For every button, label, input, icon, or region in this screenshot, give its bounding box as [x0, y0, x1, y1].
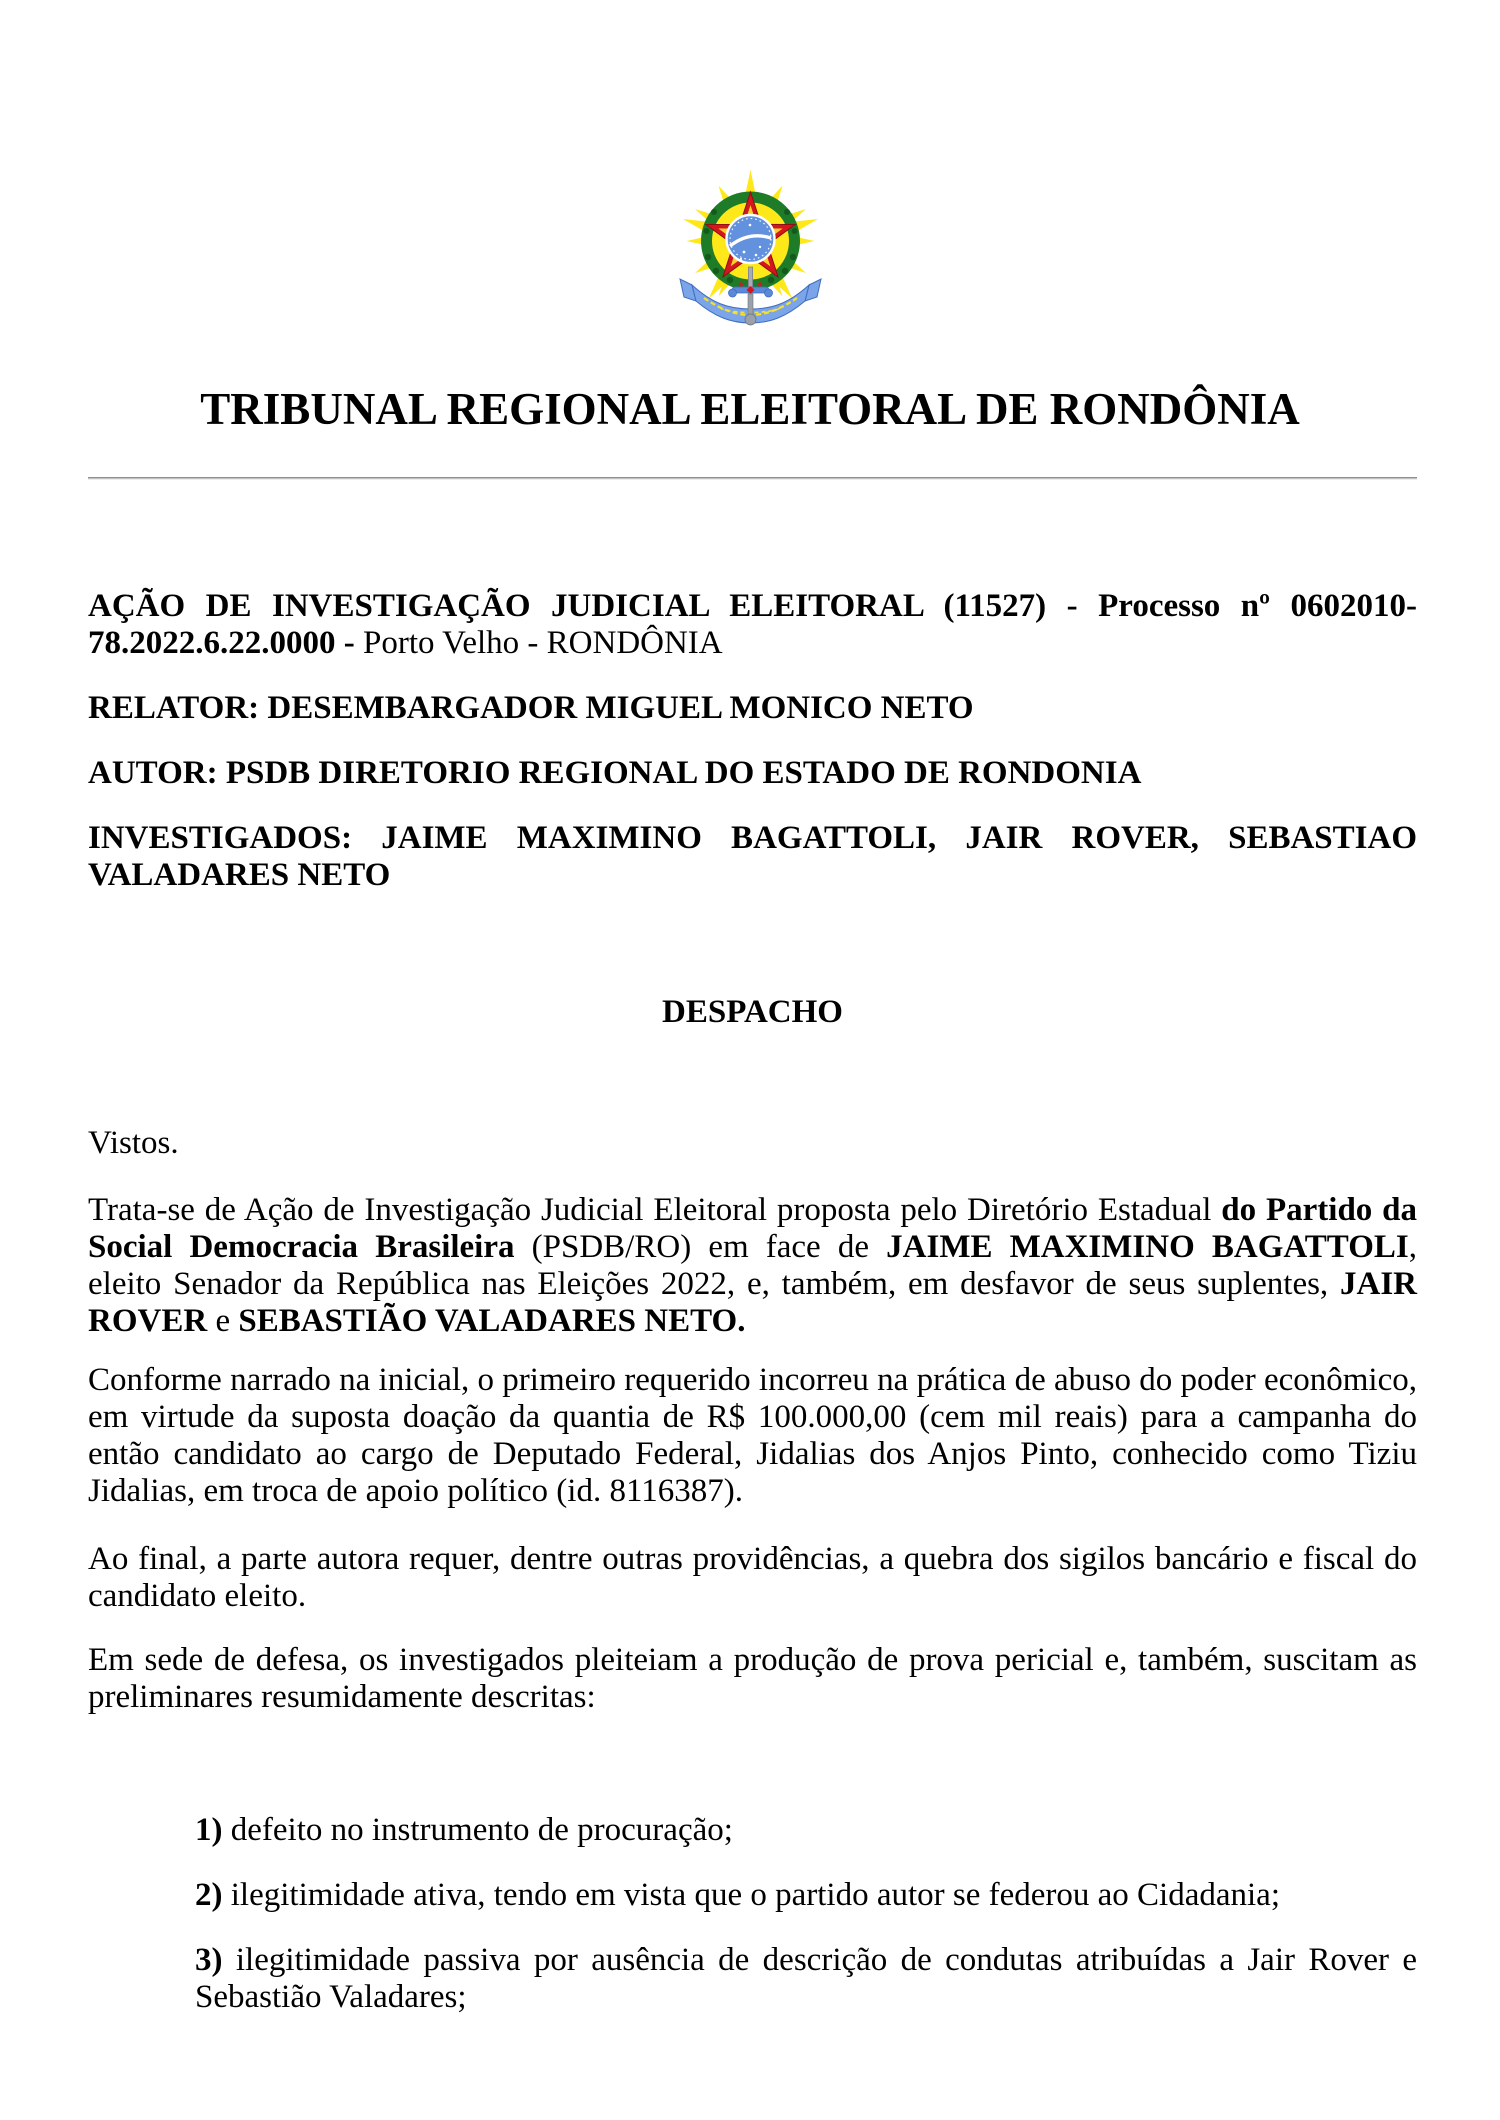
coat-of-arms-icon: [678, 167, 823, 333]
page-title: TRIBUNAL REGIONAL ELEITORAL DE RONDÔNIA: [200, 384, 1300, 434]
paragraph-conforme: Conforme narrado na inicial, o primeiro requerido incorreu na prática de abuso do poder econômico, em virtude da suposta doação da quantia de R$ 100.000,00 (cem mil reais) para a campanha do então candidato ao cargo de Deputado Federal, Jidalias dos Anjos Pinto, conhecido como Tiziu Jidalias, em troca de apoio político (id. 8116387).: [88, 1362, 1417, 1509]
paragraph-ao-final: Ao final, a parte autora requer, dentre outras providências, a quebra dos sigilos bancário e fiscal do candidato eleito.: [88, 1541, 1417, 1614]
autor-text: AUTOR: PSDB DIRETORIO REGIONAL DO ESTADO DE RONDONIA: [88, 755, 1142, 791]
investigados-text: INVESTIGADOS: JAIME MAXIMINO BAGATTOLI, JAIR ROVER, SEBASTIAO VALADARES NETO: [88, 820, 1417, 893]
horizontal-divider: [88, 477, 1417, 480]
case-caption: AÇÃO DE INVESTIGAÇÃO JUDICIAL ELEITORAL (11527) - Processo nº 0602010-78.2022.6.22.0000 - Porto Velho - RONDÔNIA: [88, 588, 1417, 661]
section-title-despacho: DESPACHO: [662, 994, 843, 1030]
relator-line: [88, 690, 1417, 727]
celestial-globe: [726, 215, 774, 263]
paragraph-em-sede: Em sede de defesa, os investigados pleiteiam a produção de prova pericial e, também, suscitam as preliminares resumidamente descritas:: [88, 1642, 1417, 1715]
relator-text: RELATOR: DESEMBARGADOR MIGUEL MONICO NETO: [88, 690, 974, 726]
investigados-line: [88, 820, 1417, 894]
autor-line: [88, 755, 1417, 792]
paragraph-trata-se: Trata-se de Ação de Investigação Judicial Eleitoral proposta pelo Diretório Estadual do Partido da Social Democracia Brasileira (PSDB/RO) em face de JAIME MAXIMINO BAGATTOLI, eleito Senador da República nas Eleições 2022, e, também, em desfavor de seus suplentes, JAIR ROVER e SEBASTIÃO VALADARES NETO.: [88, 1192, 1417, 1339]
coat-of-arms-brazil-svg: [678, 167, 823, 333]
numbered-item-1: 1) defeito no instrumento de procuração;: [195, 1812, 733, 1848]
vistos-paragraph: Vistos.: [88, 1125, 179, 1161]
numbered-item-3: 3) ilegitimidade passiva por ausência de descrição de condutas atribuídas a Jair Rover e Sebastião Valadares;: [195, 1942, 1417, 2015]
numbered-item-2: 2) ilegitimidade ativa, tendo em vista que o partido autor se federou ao Cidadania;: [195, 1877, 1280, 1913]
document-body: [0, 477, 1500, 2016]
